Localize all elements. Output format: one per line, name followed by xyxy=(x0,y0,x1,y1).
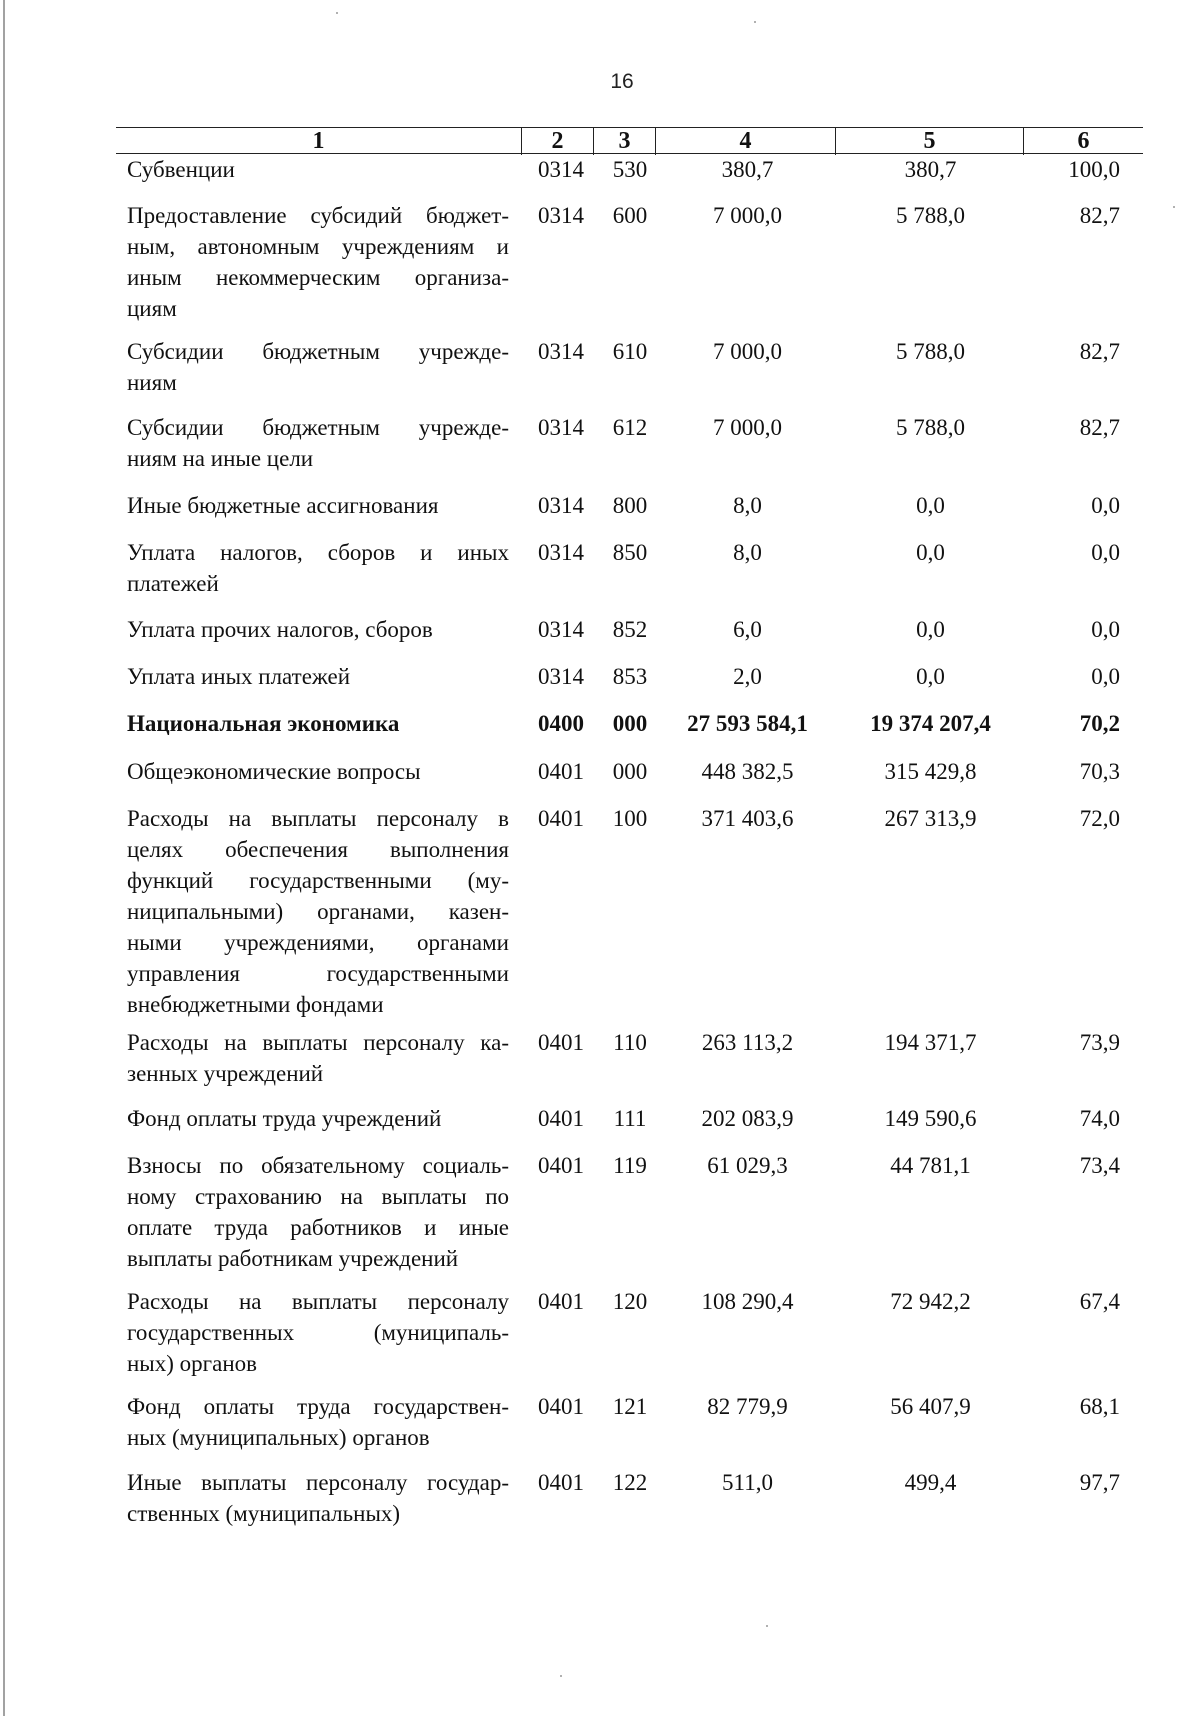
section-code-cell: 0314 xyxy=(538,493,584,518)
col5-value-cell: 267 313,9 xyxy=(884,806,977,831)
col5-value-cell: 0,0 xyxy=(916,540,945,565)
col6-percent-cell: 70,2 xyxy=(1079,711,1120,736)
col4-value-cell: 27 593 584,1 xyxy=(687,711,808,736)
row-name-line: Иные выплаты персоналу государ- xyxy=(127,1470,509,1495)
table-header-cell: 5 xyxy=(835,128,1023,155)
col4-value-cell: 7 000,0 xyxy=(713,415,782,440)
col6-percent-cell: 82,7 xyxy=(1079,415,1120,440)
col5-value-cell: 0,0 xyxy=(916,493,945,518)
table-header-cell: 3 xyxy=(593,128,655,155)
row-name-line: выплаты работникам учреждений xyxy=(127,1246,459,1271)
row-name-cell xyxy=(127,154,509,185)
row-name-line: Субвенции xyxy=(127,157,235,182)
col6-percent-cell: 82,7 xyxy=(1079,203,1120,228)
col5-value-cell: 149 590,6 xyxy=(884,1106,977,1131)
table-header-cell: 2 xyxy=(521,128,593,155)
expense-code-cell: 000 xyxy=(612,759,648,784)
col5-value-cell: 44 781,1 xyxy=(890,1153,971,1178)
row-name-line: ниям на иные цели xyxy=(127,446,314,471)
section-code-cell: 0400 xyxy=(538,711,584,736)
expense-code-cell: 121 xyxy=(612,1394,648,1419)
row-name-cell xyxy=(127,756,509,787)
scan-speck xyxy=(560,1675,562,1677)
row-name-cell xyxy=(127,1103,509,1134)
expense-code-cell: 122 xyxy=(612,1470,648,1495)
col4-value-cell: 380,7 xyxy=(721,157,774,182)
expense-code-cell: 600 xyxy=(612,203,648,228)
row-name-line: ными учреждениями, органами xyxy=(127,930,509,955)
expense-code-cell: 111 xyxy=(613,1106,647,1131)
col5-value-cell: 499,4 xyxy=(904,1470,957,1495)
col5-value-cell: 5 788,0 xyxy=(896,339,965,364)
section-code-cell: 0401 xyxy=(538,1470,584,1495)
row-name-cell xyxy=(127,1286,509,1379)
col6-percent-cell: 70,3 xyxy=(1079,759,1120,784)
col4-value-cell: 61 029,3 xyxy=(707,1153,788,1178)
col6-percent-cell: 67,4 xyxy=(1079,1289,1120,1314)
row-name-line: Расходы на выплаты персоналу ка- xyxy=(127,1030,509,1055)
section-code-cell: 0401 xyxy=(538,759,584,784)
col4-value-cell: 6,0 xyxy=(733,617,762,642)
scan-speck xyxy=(766,1625,768,1627)
row-name-line: платежей xyxy=(127,571,219,596)
col4-value-cell: 82 779,9 xyxy=(707,1394,788,1419)
section-code-cell: 0401 xyxy=(538,1289,584,1314)
row-name-line: Общеэкономические вопросы xyxy=(127,759,421,784)
expense-code-cell: 612 xyxy=(612,415,648,440)
section-code-cell: 0314 xyxy=(538,617,584,642)
row-name-cell xyxy=(127,336,509,398)
row-name-line: государственных (муниципаль- xyxy=(127,1320,509,1345)
col5-value-cell: 0,0 xyxy=(916,664,945,689)
row-name-line: целях обеспечения выполнения xyxy=(127,837,509,862)
col5-value-cell: 19 374 207,4 xyxy=(870,711,991,736)
row-name-cell xyxy=(127,537,509,599)
expense-code-cell: 852 xyxy=(612,617,648,642)
row-name-cell xyxy=(127,1391,509,1453)
row-name-line: ным, автономным учреждениям и xyxy=(127,234,509,259)
row-name-line: Уплата иных платежей xyxy=(127,664,351,689)
expense-code-cell: 853 xyxy=(612,664,648,689)
section-code-cell: 0314 xyxy=(538,415,584,440)
scan-speck xyxy=(754,21,756,23)
col6-percent-cell: 73,4 xyxy=(1079,1153,1120,1178)
section-code-cell: 0401 xyxy=(538,1106,584,1131)
section-code-cell: 0314 xyxy=(538,664,584,689)
row-name-line: Предоставление субсидий бюджет- xyxy=(127,203,509,228)
expense-code-cell: 530 xyxy=(612,157,648,182)
col5-value-cell: 72 942,2 xyxy=(890,1289,971,1314)
row-name-cell xyxy=(127,803,509,1020)
row-name-cell xyxy=(127,1027,509,1089)
scan-speck xyxy=(1173,206,1175,208)
row-name-line: Национальная экономика xyxy=(127,711,400,736)
row-name-line: ных (муниципальных) органов xyxy=(127,1425,430,1450)
expense-code-cell: 800 xyxy=(612,493,648,518)
row-name-cell xyxy=(127,412,509,474)
row-name-line: Расходы на выплаты персоналу в xyxy=(127,806,509,831)
expense-code-cell: 000 xyxy=(612,711,648,736)
section-code-cell: 0401 xyxy=(538,806,584,831)
row-name-line: Фонд оплаты труда государствен- xyxy=(127,1394,509,1419)
expense-code-cell: 100 xyxy=(612,806,648,831)
row-name-line: Иные бюджетные ассигнования xyxy=(127,493,439,518)
row-name-line: оплате труда работников и иные xyxy=(127,1215,509,1240)
row-name-cell xyxy=(127,490,509,521)
row-name-cell xyxy=(127,614,509,645)
col4-value-cell: 263 113,2 xyxy=(701,1030,794,1055)
col5-value-cell: 194 371,7 xyxy=(884,1030,977,1055)
row-name-line: циям xyxy=(127,296,177,321)
section-code-cell: 0401 xyxy=(538,1153,584,1178)
col6-percent-cell: 72,0 xyxy=(1079,806,1120,831)
row-name-cell xyxy=(127,661,509,692)
table-header-row xyxy=(116,127,1143,154)
col4-value-cell: 7 000,0 xyxy=(713,339,782,364)
col6-percent-cell: 82,7 xyxy=(1079,339,1120,364)
expense-code-cell: 110 xyxy=(613,1030,647,1055)
col5-value-cell: 0,0 xyxy=(916,617,945,642)
col4-value-cell: 371 403,6 xyxy=(701,806,794,831)
col6-percent-cell: 100,0 xyxy=(1068,157,1120,182)
section-code-cell: 0401 xyxy=(538,1394,584,1419)
row-name-line: Взносы по обязательному социаль- xyxy=(127,1153,509,1178)
row-name-cell xyxy=(127,1467,509,1529)
col5-value-cell: 5 788,0 xyxy=(896,203,965,228)
col6-percent-cell: 0,0 xyxy=(1091,617,1120,642)
scan-edge-line xyxy=(3,0,5,1716)
table-header-cell: 1 xyxy=(312,128,325,154)
row-name-line: Субсидии бюджетным учрежде- xyxy=(127,339,509,364)
col5-value-cell: 380,7 xyxy=(904,157,957,182)
row-name-line: управления государственными xyxy=(127,961,509,986)
expense-code-cell: 610 xyxy=(612,339,648,364)
section-code-cell: 0314 xyxy=(538,157,584,182)
row-name-line: Расходы на выплаты персоналу xyxy=(127,1289,509,1314)
row-name-line: ному страхованию на выплаты по xyxy=(127,1184,509,1209)
col4-value-cell: 2,0 xyxy=(733,664,762,689)
row-name-cell xyxy=(127,708,509,739)
row-name-line: ственных (муниципальных) xyxy=(127,1501,401,1526)
col4-value-cell: 8,0 xyxy=(733,493,762,518)
section-code-cell: 0314 xyxy=(538,540,584,565)
col4-value-cell: 8,0 xyxy=(733,540,762,565)
col6-percent-cell: 0,0 xyxy=(1091,540,1120,565)
row-name-line: Фонд оплаты труда учреждений xyxy=(127,1106,442,1131)
scan-speck xyxy=(336,12,338,14)
section-code-cell: 0314 xyxy=(538,203,584,228)
row-name-line: Уплата прочих налогов, сборов xyxy=(127,617,433,642)
col6-percent-cell: 97,7 xyxy=(1079,1470,1120,1495)
row-name-line: ниципальными) органами, казен- xyxy=(127,899,509,924)
row-name-line: ных) органов xyxy=(127,1351,257,1376)
col5-value-cell: 5 788,0 xyxy=(896,415,965,440)
row-name-line: иным некоммерческим организа- xyxy=(127,265,509,290)
row-name-line: Субсидии бюджетным учрежде- xyxy=(127,415,509,440)
row-name-cell xyxy=(127,1150,509,1274)
row-name-line: функций государственными (му- xyxy=(127,868,509,893)
row-name-line: ниям xyxy=(127,370,177,395)
section-code-cell: 0401 xyxy=(538,1030,584,1055)
expense-code-cell: 119 xyxy=(613,1153,647,1178)
table-header-cell: 4 xyxy=(655,128,835,155)
col4-value-cell: 448 382,5 xyxy=(701,759,794,784)
table-header-cell: 6 xyxy=(1023,128,1143,155)
col6-percent-cell: 74,0 xyxy=(1079,1106,1120,1131)
col4-value-cell: 7 000,0 xyxy=(713,203,782,228)
col6-percent-cell: 0,0 xyxy=(1091,664,1120,689)
col4-value-cell: 511,0 xyxy=(722,1470,773,1495)
col6-percent-cell: 73,9 xyxy=(1079,1030,1120,1055)
row-name-line: Уплата налогов, сборов и иных xyxy=(127,540,509,565)
page-number: 16 xyxy=(610,70,634,93)
expense-code-cell: 850 xyxy=(612,540,648,565)
row-name-line: внебюджетными фондами xyxy=(127,992,384,1017)
row-name-line: зенных учреждений xyxy=(127,1061,324,1086)
col6-percent-cell: 68,1 xyxy=(1079,1394,1120,1419)
expense-code-cell: 120 xyxy=(612,1289,648,1314)
col4-value-cell: 202 083,9 xyxy=(701,1106,794,1131)
row-name-cell xyxy=(127,200,509,324)
section-code-cell: 0314 xyxy=(538,339,584,364)
col5-value-cell: 56 407,9 xyxy=(890,1394,971,1419)
col4-value-cell: 108 290,4 xyxy=(701,1289,794,1314)
col6-percent-cell: 0,0 xyxy=(1091,493,1120,518)
col5-value-cell: 315 429,8 xyxy=(884,759,977,784)
